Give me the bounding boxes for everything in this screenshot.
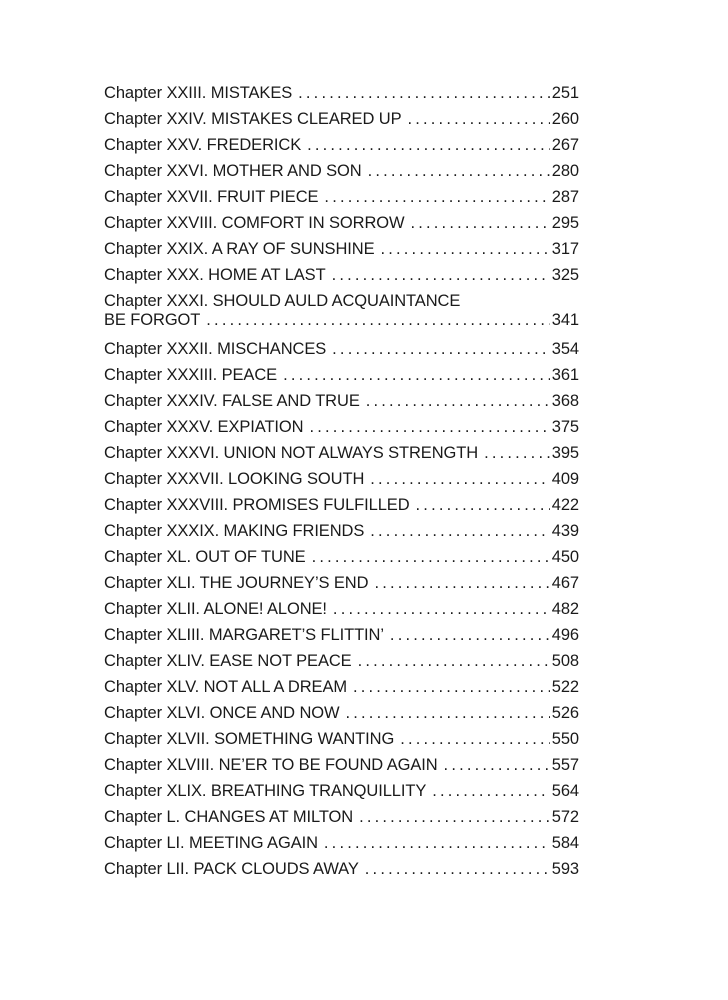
chapter-title: Chapter XLV. NOT ALL A DREAM [104,678,347,696]
toc-entry [104,262,579,288]
toc-entry [104,544,579,570]
page-number: 341 [551,311,579,329]
toc-entry [104,440,579,466]
page-number: 361 [551,366,579,384]
toc-entry [104,856,579,882]
dot-leader [410,210,549,236]
page-number: 593 [551,860,579,878]
chapter-title: Chapter XXXVIII. PROMISES FULFILLED [104,496,410,514]
page-number: 295 [551,214,579,232]
chapter-title: Chapter XLIII. MARGARET’S FLITTIN’ [104,626,384,644]
chapter-title-continuation: BE FORGOT [104,311,201,329]
dot-leader [416,492,550,518]
toc-entry [104,778,579,804]
dot-leader [365,856,550,882]
toc-entry [104,336,579,362]
dot-leader [307,132,550,158]
chapter-title-continuation-line [104,309,579,336]
page-number: 572 [551,808,579,826]
page-number: 508 [551,652,579,670]
page-number: 395 [551,444,579,462]
page-number: 422 [551,496,579,514]
page-number: 409 [551,470,579,488]
toc-entry [104,700,579,726]
chapter-title: Chapter XXXV. EXPIATION [104,418,304,436]
dot-leader [309,414,549,440]
toc-entry [104,362,579,388]
chapter-title: Chapter XLVII. SOMETHING WANTING [104,730,395,748]
dot-leader [374,570,549,596]
chapter-title: Chapter XXVI. MOTHER AND SON [104,162,362,180]
chapter-title: Chapter XXIV. MISTAKES CLEARED UP [104,110,402,128]
page-number: 354 [551,340,579,358]
page-number: 496 [551,626,579,644]
toc-entry [104,830,579,856]
dot-leader [353,674,550,700]
page-number: 482 [551,600,579,618]
dot-leader [346,700,550,726]
chapter-title: Chapter XLI. THE JOURNEY’S END [104,574,369,592]
page-number: 260 [551,110,579,128]
chapter-title: Chapter XXVII. FRUIT PIECE [104,188,319,206]
chapter-title: Chapter XXIII. MISTAKES [104,84,293,102]
page-number: 439 [551,522,579,540]
dot-leader [400,726,550,752]
toc-entry [104,752,579,778]
dot-leader [206,309,549,331]
toc-entry [104,210,579,236]
chapter-title: Chapter L. CHANGES AT MILTON [104,808,354,826]
toc-entry [104,388,579,414]
chapter-title: Chapter XL. OUT OF TUNE [104,548,306,566]
toc-entry [104,804,579,830]
dot-leader [359,804,550,830]
dot-leader [380,236,549,262]
dot-leader [370,518,550,544]
dot-leader [368,158,550,184]
page-number: 564 [551,782,579,800]
page-number: 526 [551,704,579,722]
toc-entry [104,492,579,518]
dot-leader [366,388,550,414]
dot-leader [283,362,550,388]
dot-leader [390,622,550,648]
toc-entry [104,158,579,184]
chapter-title: Chapter XLIV. EASE NOT PEACE [104,652,352,670]
dot-leader [407,106,549,132]
chapter-title: Chapter XXXVI. UNION NOT ALWAYS STRENGTH [104,444,479,462]
toc-entry [104,466,579,492]
chapter-title: Chapter XXXVII. LOOKING SOUTH [104,470,365,488]
toc-entry [104,236,579,262]
dot-leader [484,440,550,466]
toc-entry [104,622,579,648]
chapter-title: Chapter XLIX. BREATHING TRANQUILLITY [104,782,427,800]
chapter-title: Chapter XXXI. SHOULD AULD ACQUAINTANCE [104,292,461,310]
toc-entry [104,726,579,752]
page-number: 557 [551,756,579,774]
page-number: 325 [551,266,579,284]
page-number: 317 [551,240,579,258]
chapter-title: Chapter XXV. FREDERICK [104,136,302,154]
chapter-title: Chapter XLVIII. NE’ER TO BE FOUND AGAIN [104,756,438,774]
chapter-title: Chapter XXXIV. FALSE AND TRUE [104,392,360,410]
page-number: 287 [551,188,579,206]
dot-leader [298,80,550,106]
chapter-title: Chapter LII. PACK CLOUDS AWAY [104,860,359,878]
page-number: 467 [551,574,579,592]
toc-entry [104,648,579,674]
chapter-title: Chapter XXXIX. MAKING FRIENDS [104,522,365,540]
dot-leader [432,778,550,804]
chapter-title: Chapter XLII. ALONE! ALONE! [104,600,327,618]
page-number: 375 [551,418,579,436]
page-number: 267 [551,136,579,154]
page-number: 280 [551,162,579,180]
chapter-title: Chapter LI. MEETING AGAIN [104,834,318,852]
page-number: 584 [551,834,579,852]
dot-leader [358,648,550,674]
toc-entry [104,80,579,106]
page-number: 550 [551,730,579,748]
toc-entry [104,518,579,544]
dot-leader [324,830,550,856]
chapter-title: Chapter XLVI. ONCE AND NOW [104,704,340,722]
toc-entry [104,674,579,700]
dot-leader [444,752,550,778]
chapter-title: Chapter XXIX. A RAY OF SUNSHINE [104,240,375,258]
toc-entry [104,106,579,132]
toc-entry [104,288,579,336]
toc-entry [104,184,579,210]
chapter-title: Chapter XXXIII. PEACE [104,366,278,384]
toc-entry [104,132,579,158]
page-number: 368 [551,392,579,410]
page-number: 450 [551,548,579,566]
chapter-title: Chapter XXX. HOME AT LAST [104,266,326,284]
toc-entry [104,596,579,622]
chapter-title: Chapter XXVIII. COMFORT IN SORROW [104,214,405,232]
page-number: 522 [551,678,579,696]
toc-entry [104,414,579,440]
page-number: 251 [551,84,579,102]
dot-leader [332,336,550,362]
table-of-contents [104,80,579,882]
dot-leader [370,466,550,492]
dot-leader [333,596,550,622]
chapter-title: Chapter XXXII. MISCHANCES [104,340,327,358]
toc-entry [104,570,579,596]
dot-leader [332,262,550,288]
dot-leader [312,544,550,570]
dot-leader [324,184,549,210]
